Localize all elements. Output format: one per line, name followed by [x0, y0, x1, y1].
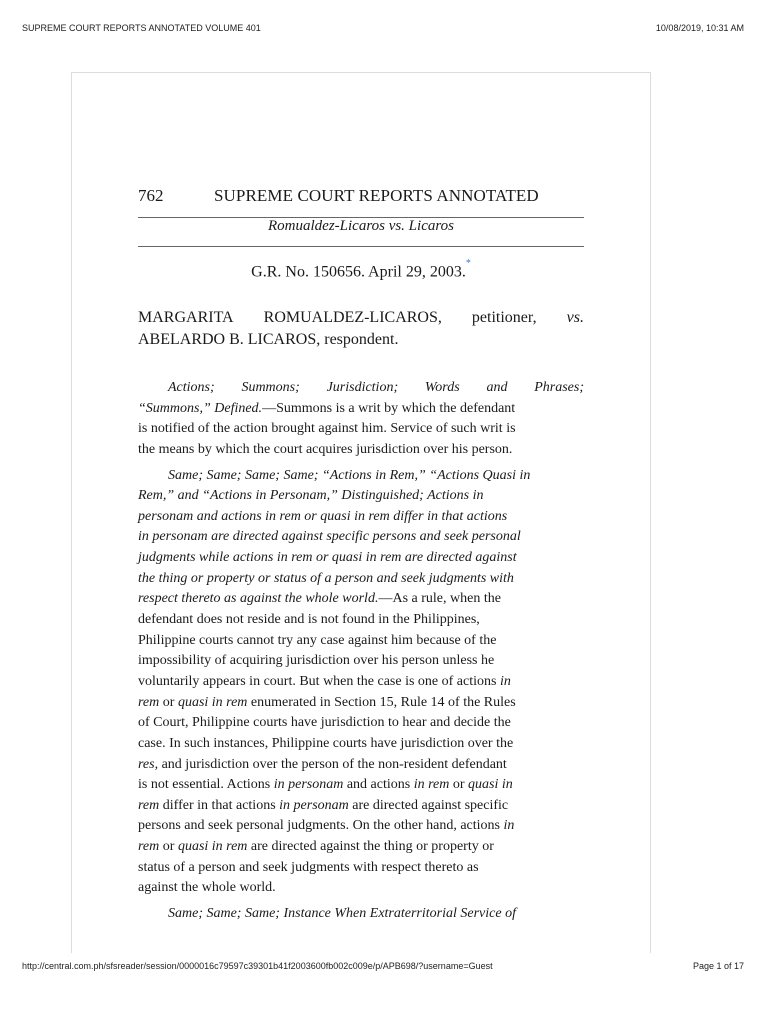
petitioner-first-name: MARGARITA — [138, 309, 234, 326]
print-footer — [0, 955, 768, 985]
case-short-title: Romualdez-Licaros vs. Licaros — [268, 218, 454, 234]
syllabus-line: persons and seek personal judgments. On the other hand, actions in — [138, 818, 515, 834]
print-header — [0, 0, 768, 40]
syllabus-line: in personam are directed against specific persons and seek personal — [138, 529, 521, 545]
document-page — [71, 72, 651, 953]
petitioner-surname: ROMUALDEZ-LICAROS, — [263, 309, 442, 326]
syllabus-line: rem or quasi in rem enumerated in Section 15, Rule 14 of the Rules — [138, 694, 516, 710]
syllabus-line: “Summons,” Defined.—Summons is a writ by which the defendant — [138, 400, 516, 416]
syllabus-line: case. In such instances, Philippine courts have jurisdiction over the — [138, 735, 514, 751]
syllabus-line: status of a person and seek judgments with respect thereto as — [138, 859, 479, 875]
syllabus-line: Same; Same; Same; Same; “Actions in Rem,” “Actions Quasi in — [168, 467, 531, 483]
petitioner-role: petitioner, — [471, 309, 537, 326]
parties-line-2: ABELARDO B. LICAROS, respondent. — [138, 331, 399, 348]
parties — [138, 307, 584, 351]
syllabus-line: personam and actions in rem or quasi in rem differ in that actions — [138, 508, 508, 524]
syllabus-line: Philippine courts cannot try any case against him because of the — [138, 632, 497, 648]
syllabus-line: impossibility of acquiring jurisdiction over his person unless he — [138, 653, 495, 669]
syllabus-line: respect thereto as against the whole world.—As a rule, when the — [138, 591, 501, 607]
syllabus-line: voluntarily appears in court. But when the case is one of actions in — [138, 673, 511, 689]
parties-line-1 — [138, 307, 584, 329]
print-footer-url: http://central.com.ph/sfsreader/session/0000016c79597c39301b41f2003600fb002c009e/p/APB698/?username=Guest — [22, 961, 493, 971]
syllabus-line: Rem,” and “Actions in Personam,” Distinguished; Actions in — [138, 488, 484, 504]
gr-number-line — [138, 258, 584, 281]
syllabus-line: is notified of the action brought against him. Service of such writ is — [138, 421, 516, 437]
print-header-title: SUPREME COURT REPORTS ANNOTATED VOLUME 401 — [22, 23, 261, 33]
syllabus-line: of Court, Philippine courts have jurisdiction to hear and decide the — [138, 715, 511, 731]
syllabus-line: defendant does not reside and is not found in the Philippines, — [138, 612, 480, 628]
syllabus-line: res, and jurisdiction over the person of the non-resident defendant — [138, 756, 507, 772]
syllabus-line: rem differ in that actions in personam are directed against specific — [138, 797, 509, 813]
syllabus-line: against the whole world. — [138, 880, 276, 896]
running-head — [138, 186, 584, 208]
page-number: 762 — [138, 186, 164, 205]
syllabus-line: the thing or property or status of a person and seek judgments with — [138, 570, 514, 586]
header-rule-bottom — [138, 246, 584, 247]
syllabus — [138, 378, 584, 925]
gr-number: G.R. No. 150656. April 29, 2003. — [251, 263, 466, 281]
syllabus-line: is not essential. Actions in personam and actions in rem or quasi in — [138, 777, 513, 793]
syllabus-line: Actions; Summons; Jurisdiction; Words and Phrases; — [168, 380, 584, 395]
syllabus-line: rem or quasi in rem are directed against the thing or property or — [138, 839, 494, 855]
syllabus-line: the means by which the court acquires jurisdiction over his person. — [138, 441, 513, 457]
versus: vs. — [566, 309, 584, 326]
journal-title: SUPREME COURT REPORTS ANNOTATED — [214, 186, 539, 205]
print-footer-page: Page 1 of 17 — [692, 961, 744, 971]
print-header-datetime: 10/08/2019, 10:31 AM — [655, 23, 744, 33]
syllabus-line: Same; Same; Same; Instance When Extraterritorial Service of — [168, 906, 516, 922]
syllabus-line: judgments while actions in rem or quasi in rem are directed against — [138, 550, 517, 566]
footnote-link[interactable]: * — [465, 258, 471, 269]
